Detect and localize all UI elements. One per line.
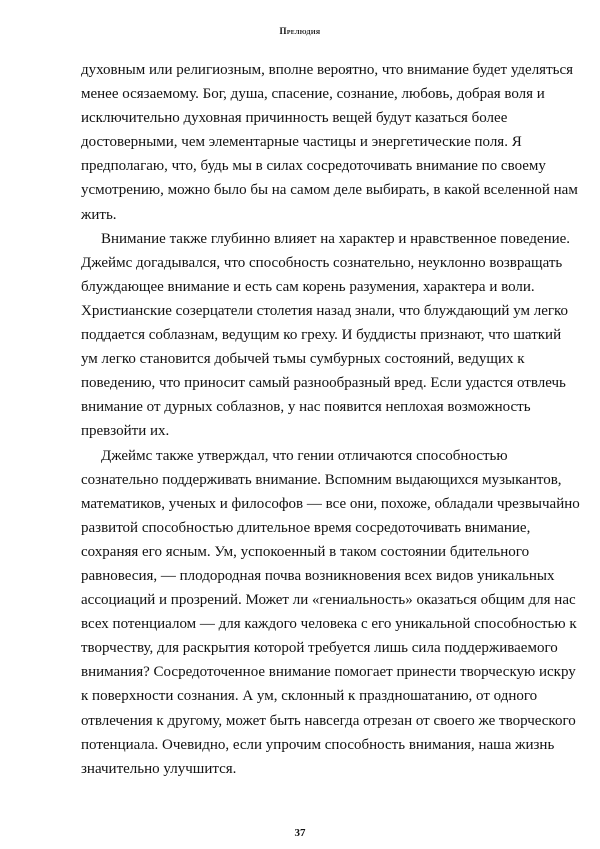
text-line: потенциала. Очевидно, если упрочим способность внимания, наша жизнь: [81, 736, 555, 753]
text-line: достоверными, чем элементарные частицы и энергетические поля. Я: [81, 134, 522, 151]
running-title: Прелюдия: [279, 26, 321, 36]
text-line: внимание от дурных соблазнов, у нас появится неплохая возможность: [81, 399, 531, 416]
text-line: усмотрению, можно было бы на самом деле выбирать, в какой вселенной нам: [81, 182, 578, 199]
text-line: всех потенциалом — для каждого человека с его уникальной способностью к: [81, 616, 577, 633]
text-line: к поверхности сознания. А ум, склонный к праздношатанию, от одного: [81, 688, 538, 705]
paragraph-first-line: Джеймс также утверждал, что гении отличаются способностью: [101, 447, 508, 464]
text-line: жить.: [81, 206, 117, 223]
text-line: духовным или религиозным, вполне вероятно, что внимание будет уделяться: [81, 62, 574, 78]
page-number: 37: [294, 827, 306, 839]
text-line: значительно улучшится.: [81, 760, 237, 777]
text-line: отвлечения к другому, может быть навсегда отрезан от своего же творческого: [81, 712, 576, 729]
text-line: ум легко становится добычей тьмы сумбурных состояний, ведущих к: [81, 351, 525, 368]
text-line: ассоциаций и прозрений. Может ли «гениальность» оказаться общим для нас: [81, 592, 576, 609]
text-line: математиков, ученых и философов — все они, похоже, обладали чрезвычайно: [81, 495, 580, 512]
text-line: внимания? Сосредоточенное внимание помогает принести творческую искру: [81, 664, 576, 681]
text-line: поддается соблазнам, ведущим ко греху. И буддисты признают, что шаткий: [81, 327, 562, 344]
text-line: поведению, что приносит самый разнообразный вред. Если удастся отвлечь: [81, 375, 566, 392]
text-line: блуждающее внимание и есть сам корень разумения, характера и воли.: [81, 278, 535, 295]
text-line: менее осязаемому. Бог, душа, спасение, сознание, любовь, добрая воля и: [81, 86, 545, 103]
text-line: предполагаю, что, будь мы в силах сосредоточивать внимание по своему: [81, 158, 546, 175]
text-line: сознательно поддерживать внимание. Вспомним выдающихся музыкантов,: [81, 471, 562, 488]
text-line: превзойти их.: [81, 423, 170, 440]
text-line: равновесия, — плодородная почва возникновения всех видов уникальных: [81, 567, 555, 584]
text-line: сохраняя его ясным. Ум, успокоенный в таком состоянии бдительного: [81, 543, 530, 560]
text-line: исключительно духовная причинность вещей будут казаться более: [81, 110, 508, 127]
text-line: Христианские созерцатели столетия назад знали, что блуждающий ум легко: [81, 302, 569, 319]
text-line: развитой способностью длительное время сосредоточивать внимание,: [81, 519, 531, 536]
text-line: творчеству, для раскрытия которой требуется лишь сила поддерживаемого: [81, 640, 558, 657]
paragraph-first-line: Внимание также глубинно влияет на характер и нравственное поведение.: [101, 230, 571, 247]
body-text: [81, 58, 580, 781]
text-line: Джеймс догадывался, что способность сознательно, неуклонно возвращать: [81, 254, 563, 271]
